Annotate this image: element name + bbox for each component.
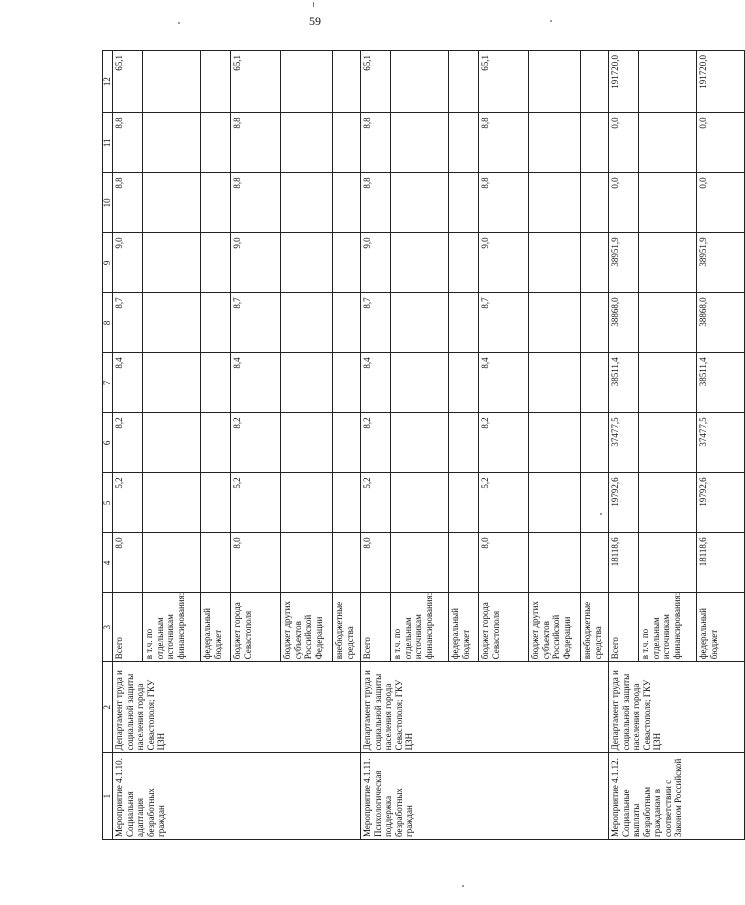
value-cell bbox=[449, 51, 479, 113]
value-cell bbox=[333, 413, 361, 473]
value-cell bbox=[143, 413, 201, 473]
value-cell bbox=[449, 353, 479, 413]
value-cell bbox=[143, 473, 201, 533]
value-cell: 191720,0 bbox=[697, 51, 745, 113]
value-cell bbox=[529, 113, 581, 173]
header-cell: 5 bbox=[103, 473, 113, 533]
funding-source-cell: в т.ч. по отдельным источникам финансирования: bbox=[639, 593, 697, 662]
table-row bbox=[113, 51, 143, 840]
value-cell bbox=[391, 473, 449, 533]
value-cell bbox=[449, 473, 479, 533]
value-cell bbox=[281, 533, 333, 593]
value-cell bbox=[581, 233, 609, 293]
value-cell bbox=[281, 173, 333, 233]
value-cell: 37477,5 bbox=[609, 413, 639, 473]
value-cell: 8,7 bbox=[479, 293, 529, 353]
value-cell: 0,0 bbox=[609, 173, 639, 233]
value-cell bbox=[529, 51, 581, 113]
funding-source-cell: федеральный бюджет bbox=[449, 593, 479, 662]
value-cell bbox=[143, 51, 201, 113]
executor-cell: Департамент труда и социальной защиты населения города Севастополя; ГКУ ЦЗН bbox=[113, 662, 361, 753]
funding-source-cell: в т.ч. по отдельным источникам финансирования: bbox=[391, 593, 449, 662]
value-cell: 9,0 bbox=[113, 233, 143, 293]
header-cell: 6 bbox=[103, 413, 113, 473]
funding-source-cell: в т.ч. по отдельным источникам финансирования: bbox=[143, 593, 201, 662]
value-cell: 65,1 bbox=[231, 51, 281, 113]
value-cell bbox=[143, 113, 201, 173]
header-cell: 8 bbox=[103, 293, 113, 353]
value-cell: 0,0 bbox=[609, 113, 639, 173]
value-cell: 65,1 bbox=[113, 51, 143, 113]
header-cell: 7 bbox=[103, 353, 113, 413]
value-cell: 18118,6 bbox=[609, 533, 639, 593]
value-cell bbox=[639, 173, 697, 233]
table-body bbox=[103, 51, 745, 840]
value-cell bbox=[281, 51, 333, 113]
value-cell: 191720,0 bbox=[609, 51, 639, 113]
value-cell: 8,7 bbox=[361, 293, 391, 353]
value-cell: 8,4 bbox=[231, 353, 281, 413]
header-cell: 4 bbox=[103, 533, 113, 593]
value-cell: 8,8 bbox=[113, 173, 143, 233]
funding-source-cell: Всего bbox=[361, 593, 391, 662]
value-cell bbox=[333, 353, 361, 413]
value-cell bbox=[333, 473, 361, 533]
value-cell bbox=[581, 473, 609, 533]
value-cell bbox=[639, 353, 697, 413]
value-cell: 65,1 bbox=[479, 51, 529, 113]
value-cell bbox=[639, 51, 697, 113]
event-cell: Мероприятие 4.1.11. Психологическая поддержка безработных граждан bbox=[361, 753, 609, 840]
value-cell bbox=[391, 533, 449, 593]
value-cell: 8,8 bbox=[479, 113, 529, 173]
value-cell: 5,2 bbox=[113, 473, 143, 533]
value-cell: 8,0 bbox=[231, 533, 281, 593]
value-cell: 8,8 bbox=[231, 173, 281, 233]
header-cell: 2 bbox=[103, 662, 113, 753]
value-cell bbox=[449, 233, 479, 293]
header-row bbox=[103, 51, 113, 840]
value-cell bbox=[581, 293, 609, 353]
value-cell bbox=[201, 413, 231, 473]
value-cell: 8,2 bbox=[479, 413, 529, 473]
value-cell: 8,8 bbox=[231, 113, 281, 173]
value-cell bbox=[639, 293, 697, 353]
value-cell: 9,0 bbox=[231, 233, 281, 293]
value-cell: 38868,0 bbox=[609, 293, 639, 353]
header-cell: 9 bbox=[103, 233, 113, 293]
scan-speck bbox=[550, 20, 552, 22]
value-cell bbox=[639, 413, 697, 473]
value-cell bbox=[281, 233, 333, 293]
value-cell bbox=[449, 413, 479, 473]
executor-cell: Департамент труда и социальной защиты населения города Севастополя; ГКУ ЦЗН bbox=[361, 662, 609, 753]
value-cell bbox=[581, 533, 609, 593]
value-cell bbox=[529, 533, 581, 593]
value-cell bbox=[201, 293, 231, 353]
value-cell bbox=[333, 293, 361, 353]
value-cell: 8,8 bbox=[361, 173, 391, 233]
value-cell bbox=[333, 113, 361, 173]
value-cell bbox=[529, 413, 581, 473]
value-cell: 8,4 bbox=[361, 353, 391, 413]
value-cell: 8,0 bbox=[113, 533, 143, 593]
funding-source-cell: федеральный бюджет bbox=[697, 593, 745, 662]
value-cell bbox=[391, 233, 449, 293]
header-cell: 11 bbox=[103, 113, 113, 173]
value-cell bbox=[449, 293, 479, 353]
funding-source-cell: внебюджетные средства bbox=[333, 593, 361, 662]
value-cell bbox=[281, 473, 333, 533]
value-cell bbox=[529, 353, 581, 413]
value-cell: 8,0 bbox=[361, 533, 391, 593]
value-cell bbox=[529, 173, 581, 233]
table-row bbox=[609, 51, 639, 840]
value-cell bbox=[201, 533, 231, 593]
value-cell bbox=[581, 413, 609, 473]
value-cell: 8,2 bbox=[361, 413, 391, 473]
value-cell: 8,7 bbox=[113, 293, 143, 353]
scan-speck bbox=[313, 2, 314, 7]
value-cell bbox=[333, 173, 361, 233]
event-cell: Мероприятие 4.1.12. Социальные выплаты безработным гражданам в соответствии с Законом Российской bbox=[609, 753, 745, 840]
value-cell: 19792,6 bbox=[697, 473, 745, 533]
value-cell: 8,2 bbox=[231, 413, 281, 473]
value-cell bbox=[529, 233, 581, 293]
value-cell bbox=[391, 113, 449, 173]
value-cell: 8,2 bbox=[113, 413, 143, 473]
value-cell: 9,0 bbox=[479, 233, 529, 293]
value-cell bbox=[201, 51, 231, 113]
value-cell: 38951,9 bbox=[609, 233, 639, 293]
funding-source-cell: бюджет других субъектов Российской Федерации bbox=[281, 593, 333, 662]
value-cell: 5,2 bbox=[361, 473, 391, 533]
funding-source-cell: бюджет других субъектов Российской Федерации bbox=[529, 593, 581, 662]
value-cell bbox=[281, 413, 333, 473]
executor-cell: Департамент труда и социальной защиты населения города Севастополя; ГКУ ЦЗН bbox=[609, 662, 745, 753]
value-cell: 65,1 bbox=[361, 51, 391, 113]
value-cell bbox=[581, 113, 609, 173]
value-cell bbox=[581, 353, 609, 413]
value-cell bbox=[529, 293, 581, 353]
header-cell: 3 bbox=[103, 593, 113, 662]
value-cell bbox=[449, 533, 479, 593]
value-cell bbox=[529, 473, 581, 533]
value-cell: 5,2 bbox=[479, 473, 529, 533]
value-cell: 0,0 bbox=[697, 113, 745, 173]
value-cell: 9,0 bbox=[361, 233, 391, 293]
value-cell: 38511,4 bbox=[609, 353, 639, 413]
funding-table bbox=[102, 50, 745, 840]
value-cell: 8,0 bbox=[479, 533, 529, 593]
value-cell: 37477,5 bbox=[697, 413, 745, 473]
funding-source-cell: бюджет города Севастополя bbox=[231, 593, 281, 662]
value-cell bbox=[391, 353, 449, 413]
value-cell: 38511,4 bbox=[697, 353, 745, 413]
value-cell: 18118,6 bbox=[697, 533, 745, 593]
value-cell bbox=[143, 293, 201, 353]
value-cell: 38951,9 bbox=[697, 233, 745, 293]
value-cell bbox=[639, 113, 697, 173]
value-cell: 8,8 bbox=[479, 173, 529, 233]
value-cell bbox=[449, 173, 479, 233]
value-cell bbox=[281, 113, 333, 173]
header-cell: 12 bbox=[103, 51, 113, 113]
value-cell bbox=[281, 293, 333, 353]
value-cell bbox=[201, 113, 231, 173]
value-cell bbox=[639, 473, 697, 533]
funding-source-cell: внебюджетные средства bbox=[581, 593, 609, 662]
value-cell bbox=[391, 293, 449, 353]
rotated-table-wrapper bbox=[102, 50, 719, 840]
value-cell bbox=[201, 353, 231, 413]
value-cell bbox=[143, 353, 201, 413]
table-row bbox=[361, 51, 391, 840]
scan-speck bbox=[178, 22, 180, 24]
value-cell bbox=[391, 173, 449, 233]
value-cell bbox=[391, 413, 449, 473]
value-cell bbox=[333, 51, 361, 113]
header-cell: 1 bbox=[103, 753, 113, 840]
value-cell bbox=[581, 51, 609, 113]
value-cell bbox=[281, 353, 333, 413]
event-cell: Мероприятие 4.1.10. Социальная адаптация безработных граждан bbox=[113, 753, 361, 840]
value-cell bbox=[143, 173, 201, 233]
value-cell bbox=[143, 233, 201, 293]
value-cell: 8,4 bbox=[479, 353, 529, 413]
value-cell bbox=[581, 173, 609, 233]
value-cell: 38868,0 bbox=[697, 293, 745, 353]
value-cell bbox=[201, 173, 231, 233]
value-cell: 8,8 bbox=[113, 113, 143, 173]
funding-source-cell: Всего bbox=[113, 593, 143, 662]
value-cell: 19792,6 bbox=[609, 473, 639, 533]
value-cell: 5,2 bbox=[231, 473, 281, 533]
value-cell: 8,4 bbox=[113, 353, 143, 413]
value-cell: 8,8 bbox=[361, 113, 391, 173]
header-cell: 10 bbox=[103, 173, 113, 233]
value-cell bbox=[201, 473, 231, 533]
value-cell: 0,0 bbox=[697, 173, 745, 233]
value-cell bbox=[639, 233, 697, 293]
funding-source-cell: бюджет города Севастополя bbox=[479, 593, 529, 662]
value-cell bbox=[639, 533, 697, 593]
scan-speck bbox=[462, 885, 464, 887]
value-cell: 8,7 bbox=[231, 293, 281, 353]
funding-source-cell: федеральный бюджет bbox=[201, 593, 231, 662]
value-cell bbox=[201, 233, 231, 293]
value-cell bbox=[391, 51, 449, 113]
value-cell bbox=[449, 113, 479, 173]
funding-source-cell: Всего bbox=[609, 593, 639, 662]
value-cell bbox=[333, 233, 361, 293]
value-cell bbox=[143, 533, 201, 593]
page-number: 59 bbox=[309, 14, 321, 28]
value-cell bbox=[333, 533, 361, 593]
